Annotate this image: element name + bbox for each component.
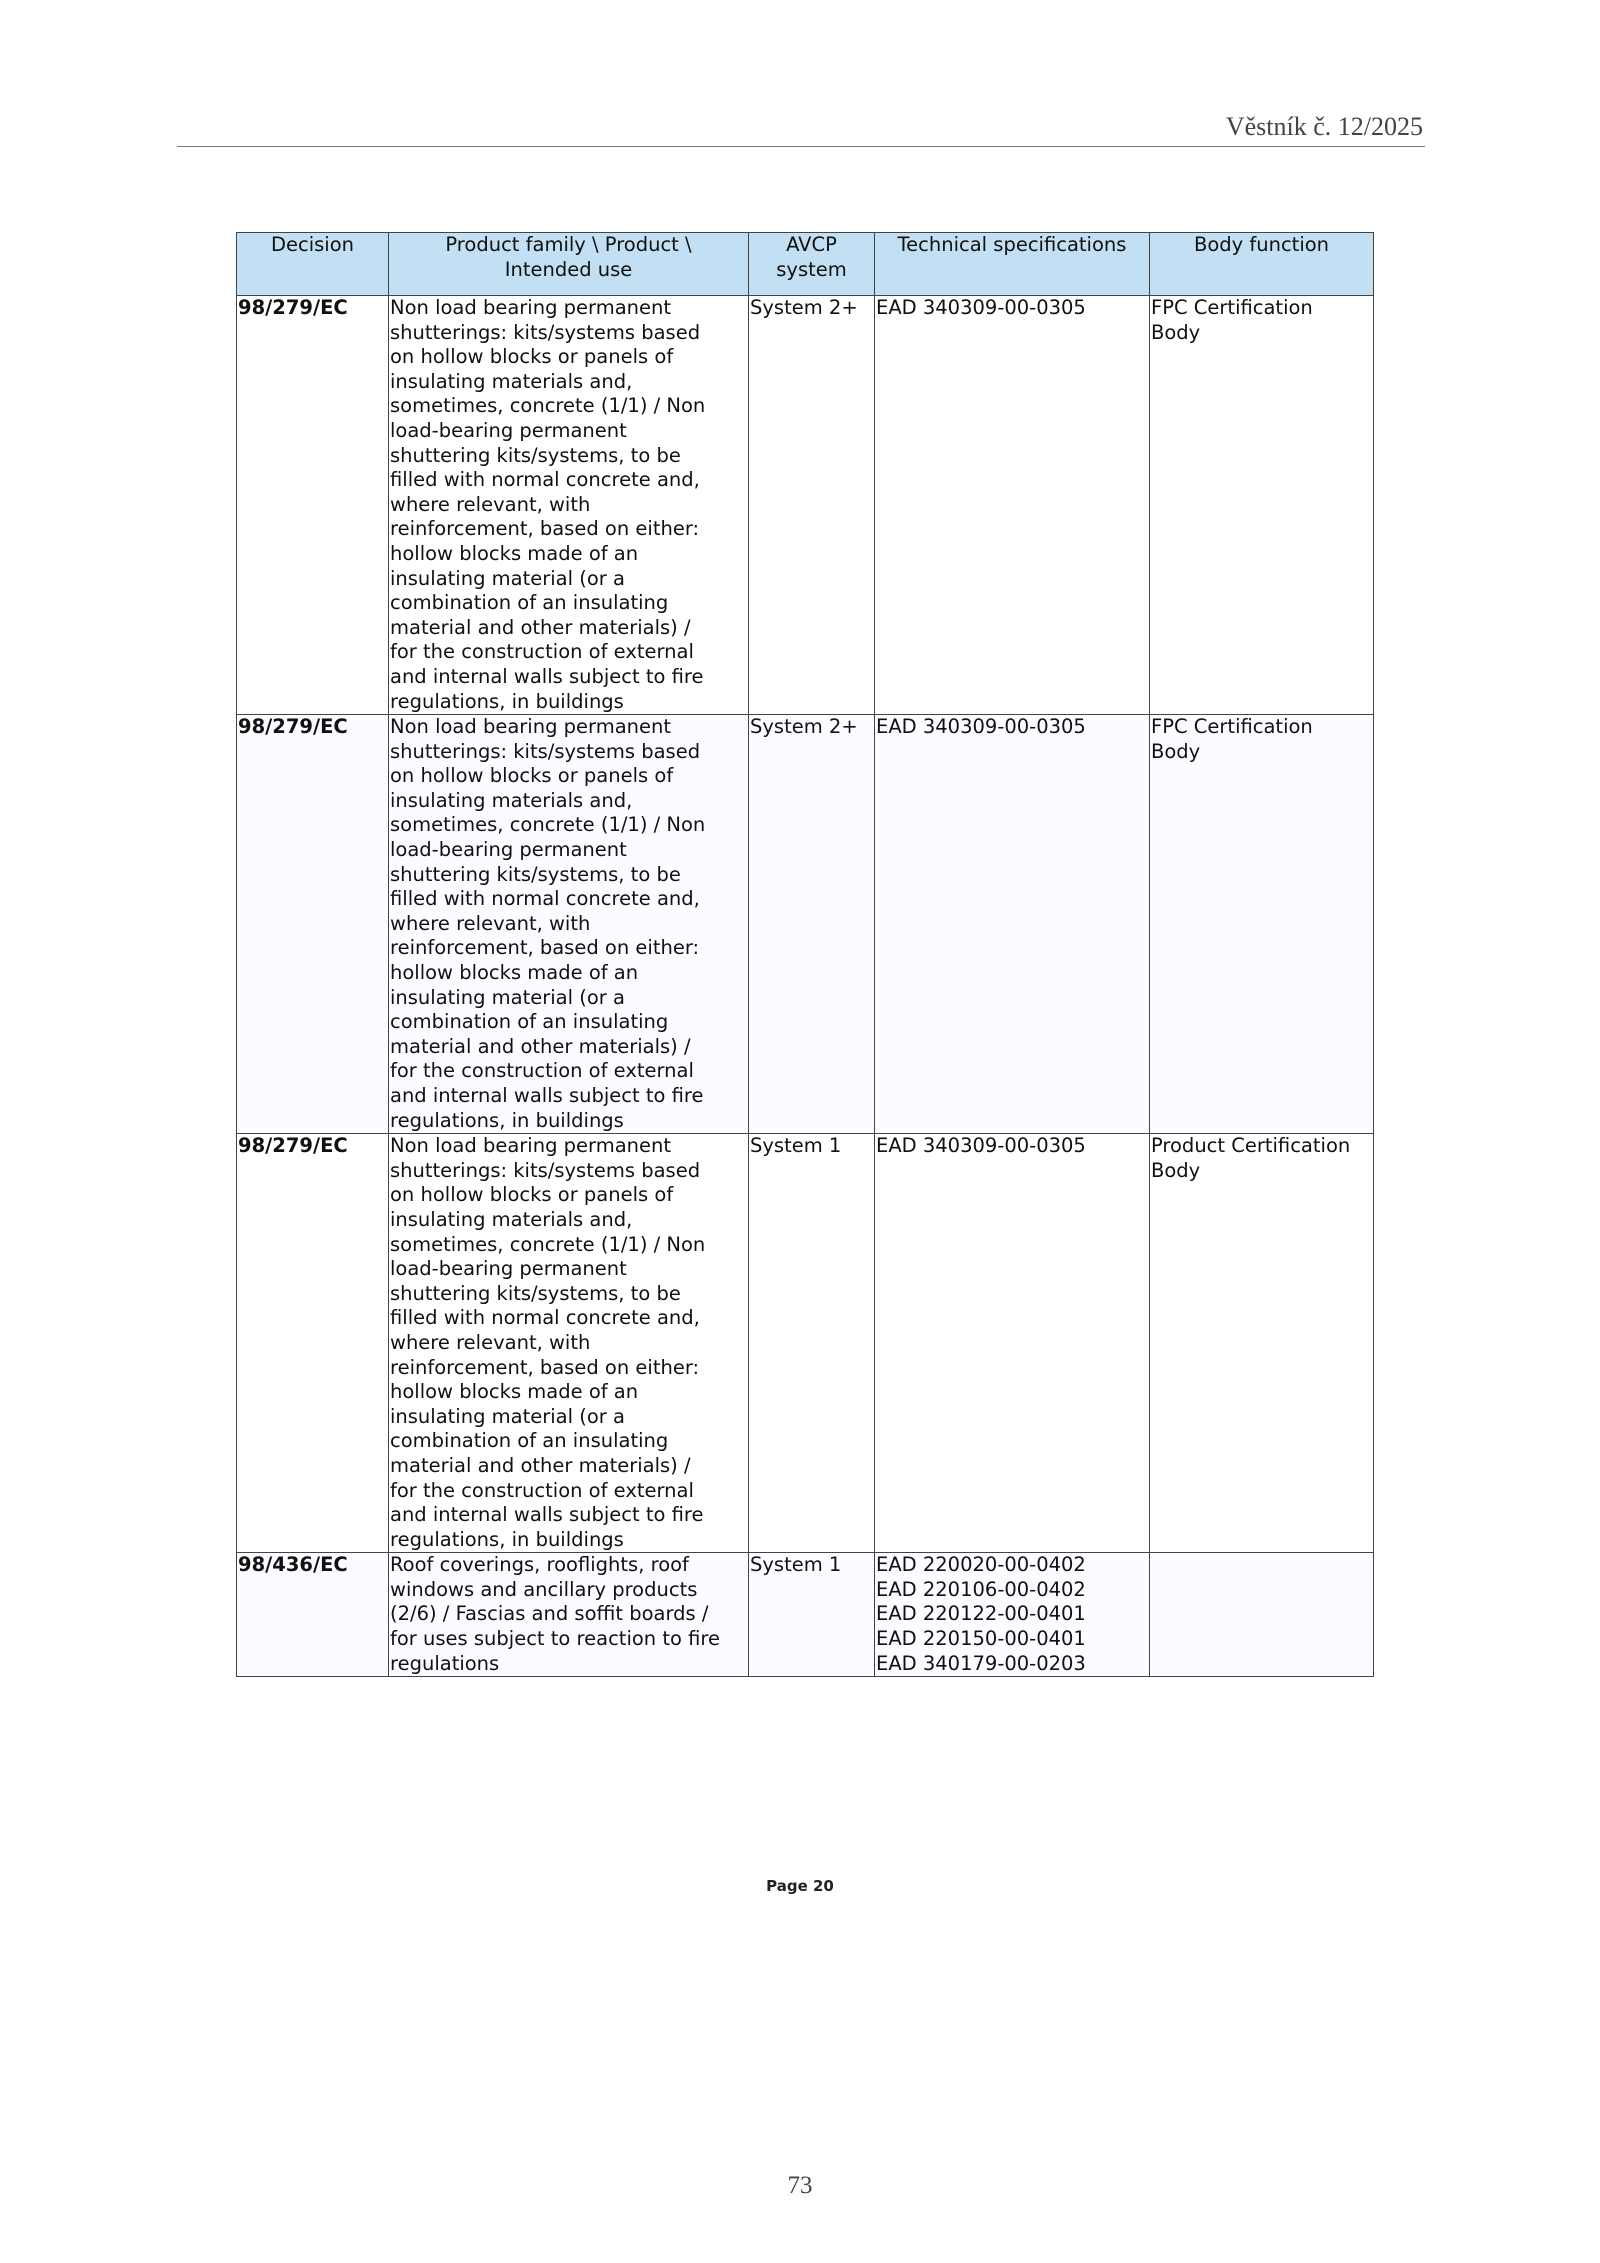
table-row xyxy=(237,715,1374,1134)
table-row xyxy=(237,1134,1374,1553)
specs-cell: EAD 340309-00-0305 xyxy=(875,1134,1150,1553)
column-header-decision: Decision xyxy=(237,233,389,296)
column-header-product: Product family \ Product \ Intended use xyxy=(389,233,749,296)
product-cell: Roof coverings, rooflights, roof windows and ancillary products (2/6) / Fascias and soffit boards / for uses subject to reaction to fire regulations xyxy=(389,1553,749,1677)
table-row xyxy=(237,296,1374,715)
table-header-row xyxy=(237,233,1374,296)
specs-cell: EAD 340309-00-0305 xyxy=(875,715,1150,1134)
decision-cell: 98/279/EC xyxy=(237,1134,389,1553)
column-header-specs: Technical specifications xyxy=(875,233,1150,296)
table-row xyxy=(237,1553,1374,1677)
body-cell xyxy=(1150,1553,1374,1677)
body-cell: FPC Certification Body xyxy=(1150,296,1374,715)
specs-cell: EAD 220020-00-0402 EAD 220106-00-0402 EAD 220122-00-0401 EAD 220150-00-0401 EAD 340179-00-0203 xyxy=(875,1553,1150,1677)
column-header-avcp: AVCP system xyxy=(749,233,875,296)
decision-cell: 98/279/EC xyxy=(237,715,389,1134)
page-number: 73 xyxy=(787,2172,813,2199)
avcp-cell: System 1 xyxy=(749,1134,875,1553)
avcp-cell: System 2+ xyxy=(749,296,875,715)
decision-cell: 98/436/EC xyxy=(237,1553,389,1677)
body-cell: Product Certification Body xyxy=(1150,1134,1374,1553)
column-header-body: Body function xyxy=(1150,233,1374,296)
product-cell: Non load bearing permanent shutterings: kits/systems based on hollow blocks or panels of insulating materials and, sometimes, concrete (1/1) / Non load-bearing permanent shuttering kits/systems, to be filled with normal concrete and, where relevant, with reinforcement, based on either: hollow blocks made of an insulating material (or a combination of an insulating material and other materials) / for the construction of external and internal walls subject to fire regulations, in buildings xyxy=(389,715,749,1134)
running-header-title: Věstník č. 12/2025 xyxy=(1225,112,1423,141)
page-label: Page 20 xyxy=(766,1877,834,1895)
header-rule xyxy=(177,146,1425,147)
specs-cell: EAD 340309-00-0305 xyxy=(875,296,1150,715)
avcp-table xyxy=(236,232,1374,1677)
avcp-cell: System 2+ xyxy=(749,715,875,1134)
product-cell: Non load bearing permanent shutterings: kits/systems based on hollow blocks or panels of insulating materials and, sometimes, concrete (1/1) / Non load-bearing permanent shuttering kits/systems, to be filled with normal concrete and, where relevant, with reinforcement, based on either: hollow blocks made of an insulating material (or a combination of an insulating material and other materials) / for the construction of external and internal walls subject to fire regulations, in buildings xyxy=(389,296,749,715)
decision-cell: 98/279/EC xyxy=(237,296,389,715)
product-cell: Non load bearing permanent shutterings: kits/systems based on hollow blocks or panels of insulating materials and, sometimes, concrete (1/1) / Non load-bearing permanent shuttering kits/systems, to be filled with normal concrete and, where relevant, with reinforcement, based on either: hollow blocks made of an insulating material (or a combination of an insulating material and other materials) / for the construction of external and internal walls subject to fire regulations, in buildings xyxy=(389,1134,749,1553)
body-cell: FPC Certification Body xyxy=(1150,715,1374,1134)
avcp-cell: System 1 xyxy=(749,1553,875,1677)
